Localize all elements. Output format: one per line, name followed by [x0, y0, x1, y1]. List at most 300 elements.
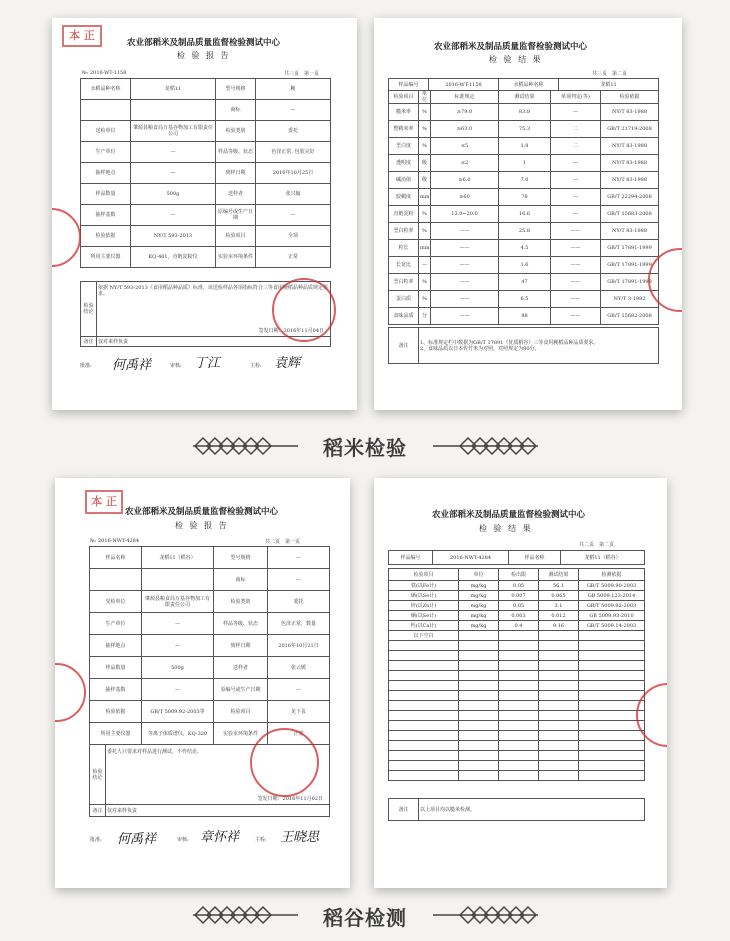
table-cell: 单位: [419, 91, 431, 104]
table-cell: mg/kg: [459, 591, 499, 601]
table-cell: 0.007: [499, 591, 539, 601]
table-row: [389, 104, 659, 121]
results-header-table: [388, 550, 645, 565]
table-cell: [81, 100, 131, 121]
table-cell: [539, 681, 579, 691]
approver-signature: 何禹祥: [117, 832, 157, 847]
report-number: №: 2016-WT-1158: [82, 70, 127, 76]
table-cell: 样品数量: [81, 184, 131, 205]
table-cell: [539, 751, 579, 761]
table-cell: —: [551, 172, 601, 189]
table-cell: 见下页: [268, 701, 330, 723]
table-cell: [499, 691, 539, 701]
report-sheet-2: [55, 478, 350, 888]
original-stamp: [62, 25, 102, 47]
table-cell: 整精米率: [389, 121, 419, 138]
table-cell: 商标: [216, 100, 256, 121]
table-cell: —: [419, 257, 431, 274]
table-cell: [499, 711, 539, 721]
table-cell: mm: [419, 240, 431, 257]
table-cell: 88: [499, 308, 551, 325]
blank-row: [389, 711, 645, 721]
table-cell: NY/T 83-1988: [601, 223, 659, 240]
table-cell: NY/T 83-1988: [601, 155, 659, 172]
table-cell: 透明度: [389, 155, 419, 172]
table-cell: [539, 701, 579, 711]
table-cell: [389, 671, 459, 681]
table-cell: 0.05: [499, 581, 539, 591]
table-cell: 实验室环境条件: [216, 247, 256, 268]
table-cell: 直链淀粉: [389, 206, 419, 223]
table-cell: 25.8: [499, 223, 551, 240]
table-cell: 正常: [256, 247, 331, 268]
blank-row: [389, 771, 645, 781]
table-cell: [389, 761, 459, 771]
table-cell: —: [256, 100, 331, 121]
table-cell: 样品等级、状态: [214, 613, 268, 635]
reviewer-signature: 丁江: [194, 356, 221, 371]
table-row: [81, 121, 331, 142]
table-row: [81, 247, 331, 268]
inspection-seal-side: [55, 663, 86, 722]
table-cell: [539, 761, 579, 771]
remark-label: 备注: [389, 799, 419, 821]
table-cell: [459, 751, 499, 761]
table-cell: —: [551, 189, 601, 206]
table-row: [389, 206, 659, 223]
table-cell: 实验室环境条件: [214, 723, 268, 745]
table-cell: 等离子体质谱仪，KQ-320: [142, 723, 214, 745]
table-cell: —: [142, 679, 214, 701]
blank-row: [389, 681, 645, 691]
results-table: [388, 568, 645, 781]
table-row: [90, 591, 330, 613]
table-cell: 测试结果: [539, 569, 579, 581]
table-cell: 单项判定(等): [551, 91, 601, 104]
table-cell: [459, 641, 499, 651]
table-cell: ——: [431, 240, 499, 257]
table-cell: 级: [419, 172, 431, 189]
table-cell: 7.0: [499, 172, 551, 189]
table-cell: [389, 641, 459, 651]
table-cell: 色泽正常, 包装完好: [256, 142, 331, 163]
table-cell: [499, 701, 539, 711]
table-cell: [459, 731, 499, 741]
table-cell: 检验依据: [601, 91, 659, 104]
table-cell: [579, 631, 645, 641]
table-cell: 食味品质: [389, 308, 419, 325]
table-row: [389, 155, 659, 172]
main-label: 主检:: [255, 837, 267, 843]
approver-signature: 何禹祥: [112, 358, 152, 373]
sign-date: 签发日期：2016年11月04日: [258, 328, 324, 334]
table-cell: 4.5: [499, 240, 551, 257]
approve-label: 批准:: [90, 837, 102, 843]
table-row: [389, 189, 659, 206]
table-cell: 检验项目: [216, 226, 256, 247]
table-cell: 检出限: [499, 569, 539, 581]
table-cell: 1: [499, 155, 551, 172]
table-cell: [579, 731, 645, 741]
table-cell: [499, 631, 539, 641]
table-cell: 二: [551, 138, 601, 155]
table-cell: 检验项目: [389, 91, 419, 104]
conclusion-text: 依据 NY/T 593-2013《食用稻品种品质》标准，该送检样品各项指标符合三等食用粳稻品种品质规定要求。: [98, 285, 328, 297]
blank-row: [389, 741, 645, 751]
report-info-table: [89, 546, 330, 745]
table-row: [389, 91, 659, 104]
table-cell: [499, 741, 539, 751]
page-number: 共二页 第二页: [579, 542, 615, 548]
inspection-seal: [272, 278, 336, 342]
results-table: [388, 90, 659, 325]
table-cell: ≥60: [431, 189, 499, 206]
table-cell: [579, 711, 645, 721]
table-cell: [389, 731, 459, 741]
table-cell: [459, 661, 499, 671]
table-cell: 500g: [131, 184, 216, 205]
table-cell: mm: [419, 189, 431, 206]
table-cell: 56.1: [539, 581, 579, 591]
table-cell: ——: [551, 223, 601, 240]
table-cell: 样品数量: [90, 657, 142, 679]
table-cell: [90, 569, 142, 591]
remark-label: 备注: [389, 328, 419, 364]
table-row: [389, 621, 645, 631]
blank-row: [389, 651, 645, 661]
table-cell: 生产单位: [81, 142, 131, 163]
table-cell: [389, 721, 459, 731]
table-cell: 2016-WT-1158: [429, 79, 499, 91]
table-cell: 二: [551, 121, 601, 138]
table-cell: 2016年10月21日: [268, 635, 330, 657]
table-cell: %: [419, 206, 431, 223]
table-cell: [539, 741, 579, 751]
table-cell: [499, 681, 539, 691]
table-row: [389, 274, 659, 291]
blank-row: [389, 701, 645, 711]
table-cell: 单位: [459, 569, 499, 581]
table-cell: %: [419, 121, 431, 138]
table-cell: [499, 761, 539, 771]
table-cell: 硒(以Se计): [389, 591, 459, 601]
remark-cell: [419, 328, 659, 364]
table-cell: ——: [431, 274, 499, 291]
table-cell: 样品名称: [509, 551, 561, 565]
table-cell: KQ-461，直链淀粉仪: [131, 247, 216, 268]
table-cell: 胶稠度: [389, 189, 419, 206]
main-label: 主检:: [250, 363, 262, 369]
results-sheet-2: [374, 478, 667, 888]
table-row: [389, 138, 659, 155]
center-name: 农业部稻米及制品质量监督检验测试中心: [125, 507, 279, 517]
table-row: [389, 551, 645, 565]
table-cell: [389, 661, 459, 671]
report-title: 检 验 报 告: [175, 521, 229, 530]
inspector-signature: 袁辉: [274, 356, 301, 371]
table-cell: 送样者: [214, 657, 268, 679]
table-cell: [539, 641, 579, 651]
table-cell: 垩白度: [389, 138, 419, 155]
table-cell: 2016-NWT-4284: [433, 551, 509, 565]
table-cell: [459, 691, 499, 701]
blank-row: [389, 641, 645, 651]
table-cell: 生产单位: [90, 613, 142, 635]
table-cell: 0.05: [499, 601, 539, 611]
report-sheet-1: [52, 18, 357, 410]
inspector-signature: 王晓思: [280, 830, 320, 845]
results-sheet-1: [374, 18, 682, 410]
table-cell: 样品等级、状态: [216, 142, 256, 163]
table-cell: 检验项目: [214, 701, 268, 723]
table-cell: GB/T 15682-2008: [601, 308, 659, 325]
table-cell: [579, 681, 645, 691]
table-cell: 1.6: [499, 257, 551, 274]
table-cell: 肇源县粮食局万基谷物加工有限责任公司: [131, 121, 216, 142]
blank-row: [389, 761, 645, 771]
table-cell: 锌(以Zn计): [389, 601, 459, 611]
table-row: [81, 163, 331, 184]
table-row: [389, 121, 659, 138]
table-row: [389, 611, 645, 621]
table-row: [90, 569, 330, 591]
table-cell: 9.16: [539, 621, 579, 631]
table-cell: 到样日期: [214, 635, 268, 657]
table-cell: [459, 631, 499, 641]
table-row: [389, 581, 645, 591]
table-cell: [499, 641, 539, 651]
report-info-table: [80, 78, 331, 268]
table-cell: 样品名称: [90, 547, 142, 569]
table-cell: ——: [551, 308, 601, 325]
results-title: 检 验 结 果: [479, 524, 533, 533]
table-cell: 龙稻11: [131, 79, 216, 100]
table-cell: [579, 641, 645, 651]
conclusion-label: 检验结论: [90, 745, 106, 805]
table-row: [389, 308, 659, 325]
table-cell: 垩白粒率: [389, 274, 419, 291]
table-cell: GB/T 17891-1999: [601, 240, 659, 257]
table-cell: 型号规格: [216, 79, 256, 100]
table-cell: GB/T 5009.92-2003: [579, 601, 645, 611]
table-cell: [389, 691, 459, 701]
table-cell: [459, 771, 499, 781]
blank-row: [389, 661, 645, 671]
table-cell: [142, 569, 214, 591]
table-row: [389, 291, 659, 308]
table-cell: [499, 651, 539, 661]
table-cell: 78: [499, 189, 551, 206]
table-cell: 13.0~20.0: [431, 206, 499, 223]
table-cell: 龙稻11（稻谷）: [561, 551, 645, 565]
table-cell: 碱消值: [389, 172, 419, 189]
table-cell: 粒长: [389, 240, 419, 257]
table-cell: 水稻品种名称: [499, 79, 559, 91]
table-cell: [459, 741, 499, 751]
table-cell: ——: [431, 308, 499, 325]
table-cell: [539, 661, 579, 671]
table-cell: 型号规格: [214, 547, 268, 569]
table-cell: 级: [419, 155, 431, 172]
table-cell: 3.1: [539, 601, 579, 611]
table-cell: 原编号或生产日期: [214, 679, 268, 701]
review-label: 审核:: [177, 837, 189, 843]
table-row: [90, 701, 330, 723]
table-cell: 样品编号: [389, 79, 429, 91]
table-cell: [389, 681, 459, 691]
table-cell: 张兴翰: [256, 184, 331, 205]
table-cell: —: [268, 569, 330, 591]
table-cell: 龙稻11（稻谷）: [142, 547, 214, 569]
table-row: [389, 257, 659, 274]
table-cell: [459, 681, 499, 691]
table-cell: [539, 721, 579, 731]
table-cell: 抽样基数: [81, 205, 131, 226]
table-cell: GB/T 21719-2008: [601, 121, 659, 138]
table-cell: NY/T 593-2013: [131, 226, 216, 247]
table-cell: GB 5009.93-2010: [579, 611, 645, 621]
table-cell: [389, 741, 459, 751]
table-cell: [389, 701, 459, 711]
table-cell: —: [551, 206, 601, 223]
table-cell: 0.4: [499, 621, 539, 631]
table-cell: 钙(以Ca计): [389, 621, 459, 631]
table-row: [389, 569, 645, 581]
rice-inspection-caption: 稻米检验: [323, 436, 407, 460]
table-cell: 商标: [214, 569, 268, 591]
table-cell: 16.6: [499, 206, 551, 223]
table-cell: 0.012: [539, 611, 579, 621]
table-cell: 原编号或生产日期: [216, 205, 256, 226]
table-cell: 抽样地点: [90, 635, 142, 657]
table-cell: NY/T 83-1988: [601, 172, 659, 189]
table-cell: ——: [551, 240, 601, 257]
ornament-right-icon: [433, 905, 538, 925]
table-cell: 粳: [256, 79, 331, 100]
review-label: 审核:: [170, 363, 182, 369]
table-cell: [579, 671, 645, 681]
inspection-seal-side: [52, 208, 81, 267]
table-row: [90, 635, 330, 657]
blank-row: [389, 671, 645, 681]
table-row: [90, 679, 330, 701]
results-remark-table: [388, 327, 659, 364]
table-cell: [539, 711, 579, 721]
ornament-right-icon: [433, 436, 538, 456]
table-row: [389, 631, 645, 641]
table-cell: 全项: [256, 226, 331, 247]
table-cell: 测试结果: [499, 91, 551, 104]
table-cell: 6.5: [499, 291, 551, 308]
remark-label: 备注: [90, 805, 106, 817]
table-cell: GB/T 17891-1999: [601, 257, 659, 274]
table-cell: 分: [419, 308, 431, 325]
remark-line: 1、标准规定栏中数据为GB/T 17891《优质稻谷》三等食用粳稻品种品质要求。: [420, 339, 599, 346]
table-cell: %: [419, 291, 431, 308]
stamp-text: 本 正: [69, 29, 95, 42]
table-cell: 委托: [268, 591, 330, 613]
table-cell: GB/T 15683-2008: [601, 206, 659, 223]
table-cell: 糙米率: [389, 104, 419, 121]
approve-label: 批准:: [80, 363, 92, 369]
table-cell: [389, 651, 459, 661]
remark-text: 仅对来样负责: [106, 805, 330, 817]
report-number: №: 2016-NWT-4284: [90, 538, 140, 544]
table-cell: %: [419, 274, 431, 291]
table-cell: —: [551, 155, 601, 172]
remark-label: 备注: [81, 337, 97, 347]
table-cell: ≥79.0: [431, 104, 499, 121]
paddy-testing-caption: 稻谷检测: [323, 906, 407, 930]
table-cell: 蛋白质: [389, 291, 419, 308]
table-cell: GB 5009.123-2014: [579, 591, 645, 601]
table-cell: [539, 651, 579, 661]
table-cell: 正常: [268, 723, 330, 745]
results-remark-table: [388, 798, 645, 821]
original-stamp: [85, 490, 123, 514]
table-cell: [499, 771, 539, 781]
table-cell: 送检单位: [81, 121, 131, 142]
table-cell: —: [131, 142, 216, 163]
table-cell: [389, 771, 459, 781]
table-cell: [459, 701, 499, 711]
table-row: [81, 184, 331, 205]
table-cell: 标准规定: [431, 91, 499, 104]
blank-row: [389, 721, 645, 731]
table-cell: [459, 711, 499, 721]
table-cell: [579, 651, 645, 661]
table-cell: [539, 671, 579, 681]
table-cell: [579, 661, 645, 671]
table-cell: —: [142, 613, 214, 635]
table-cell: 送样者: [216, 184, 256, 205]
table-cell: ——: [551, 274, 601, 291]
stamp-text: 本 正: [91, 495, 117, 508]
table-cell: GB/T 5009.90-2003: [579, 581, 645, 591]
table-row: [81, 226, 331, 247]
table-cell: [459, 651, 499, 661]
table-cell: —: [268, 547, 330, 569]
table-cell: 受检单位: [90, 591, 142, 613]
table-cell: [389, 751, 459, 761]
table-cell: GB/T 22294-2008: [601, 189, 659, 206]
table-cell: 样品编号: [389, 551, 433, 565]
table-cell: 铁(以Fe计): [389, 581, 459, 591]
table-row: [389, 172, 659, 189]
table-cell: 长宽比: [389, 257, 419, 274]
table-cell: 47: [499, 274, 551, 291]
table-cell: [499, 661, 539, 671]
remark-text: 以上项目均以糙米检测。: [419, 799, 645, 821]
table-cell: [499, 671, 539, 681]
table-cell: ≤5: [431, 138, 499, 155]
remark-line: 2、食味品质以日本佐竹米为对照，对照规定为80分。: [420, 345, 540, 352]
conclusion-text: 委托人只要求对样品进行测试，不作结论。: [107, 749, 203, 755]
table-cell: [131, 100, 216, 121]
table-cell: [539, 731, 579, 741]
table-cell: GB/T 17891-1999: [601, 274, 659, 291]
center-name: 农业部稻米及制品质量监督检验测试中心: [434, 42, 588, 52]
table-cell: [459, 761, 499, 771]
table-cell: 抽样地点: [81, 163, 131, 184]
table-cell: ≥63.0: [431, 121, 499, 138]
table-cell: [579, 761, 645, 771]
table-cell: [459, 671, 499, 681]
table-cell: ——: [551, 291, 601, 308]
table-cell: 垩白粒率: [389, 223, 419, 240]
page-number: 共三页 第一页: [284, 71, 320, 77]
reviewer-signature: 章怀祥: [200, 830, 240, 845]
